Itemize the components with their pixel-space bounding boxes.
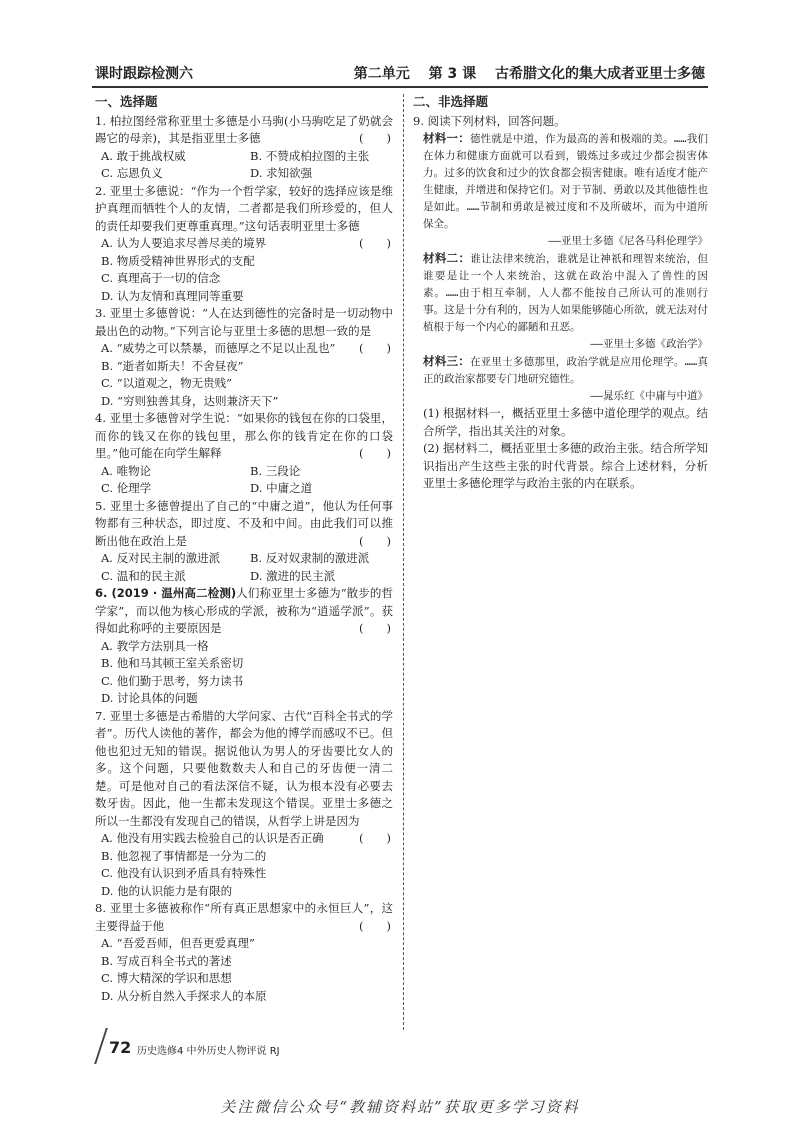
- question-text: 8. 亚里士多德被称作“所有真正思想家中的永恒巨人”，这主要得益于他: [95, 901, 393, 933]
- material-text: 德性就是中道，作为最高的善和极端的美。……我们在体力和健康方面就可以看到，锻炼过多或过少都会损害体力。过多的饮食和过少的饮食都会损害健康。唯有适度才能产生健康，并增进和保持它们。对于节制、勇敢以及其他德性也是如此。……节制和勇敢是被过度和不及所破坏，而为中道所保全。: [423, 133, 708, 230]
- option-c: C. 真理高于一切的信念: [101, 271, 221, 285]
- question-source-tag: 6. (2019 · 温州高二检测): [95, 586, 237, 600]
- answer-bracket: ( ): [359, 236, 391, 250]
- option-a: A. 反对民主制的激进派: [101, 551, 221, 565]
- answer-bracket: ( ): [359, 341, 391, 355]
- worksheet-title: 课时跟踪检测六: [95, 66, 193, 82]
- question-7: [95, 708, 393, 901]
- question-1: [95, 113, 393, 183]
- answer-bracket: ( ): [359, 831, 391, 845]
- material-label: 材料一：: [423, 131, 470, 145]
- question-text: 5. 亚里士多德曾提出了自己的“中庸之道”，他认为任何事物都有三种状态，即过度、不及和中间。由此我们可以推断出他在政治上是: [95, 498, 393, 548]
- material-text: 谁让法律来统治，谁就是让神祇和理智来统治，但谁要是让一个人来统治，这就在政治中混入了兽性的因素。……由于相互牵制，人人都不能按自己所认可的准则行事。这是十分有利的，因为人如果能够随心所欲，就无法对付植根于每一个内心的鄙陋和丑恶。: [423, 253, 709, 333]
- option-c: C. 忘恩负义: [101, 166, 163, 180]
- option-c: C. 他们勤于思考，努力读书: [101, 673, 244, 688]
- question-stem: [95, 113, 393, 148]
- question-2: [95, 183, 393, 306]
- material-1: [423, 130, 708, 233]
- footer-slash-mark: [94, 1028, 108, 1064]
- option-b: B. 不赞成柏拉图的主张: [250, 148, 370, 163]
- question-5: [95, 498, 393, 586]
- material-label: 材料三：: [423, 354, 470, 368]
- answer-bracket: ( ): [359, 446, 391, 460]
- question-text: 2. 亚里士多德说：“作为一个哲学家，较好的选择应该是维护真理而牺牲个人的友情，二者都是我们所珍爱的，但人的责任却要我们更尊重真理。”这句话表明亚里士多德: [95, 183, 393, 233]
- option-a: A. 认为人要追求尽善尽美的境界: [101, 236, 267, 250]
- option-b: B. 物质受精神世界形式的支配: [101, 253, 255, 268]
- option-d: D. 从分析自然入手探求人的本原: [101, 988, 267, 1003]
- option-d: D. 激进的民主派: [250, 568, 336, 583]
- option-b: B. 写成百科全书式的著述: [101, 953, 232, 968]
- option-d: D. 中庸之道: [250, 481, 313, 495]
- option-c: C. 温和的民主派: [101, 568, 186, 583]
- options: [95, 235, 359, 305]
- options: [95, 638, 393, 708]
- question-stem: [95, 410, 393, 463]
- lesson-title: 古希腊文化的集大成者亚里士多德: [495, 66, 705, 82]
- option-b: B. 他忽视了事情都是一分为二的: [101, 848, 267, 863]
- question-stem: [95, 585, 393, 638]
- option-a: A. 教学方法别具一格: [101, 638, 209, 653]
- question-stem: [95, 498, 393, 551]
- question-6: [95, 585, 393, 708]
- option-d: D. “穷则独善其身，达则兼济天下”: [101, 393, 279, 408]
- unit-label: 第二单元: [353, 66, 410, 82]
- material-text: 在亚里士多德那里，政治学就是应用伦理学。……真正的政治家都要专门地研究德性。: [423, 356, 708, 385]
- options: [95, 463, 393, 498]
- section-title: 一、选择题: [95, 94, 158, 109]
- lesson-heading: [340, 63, 705, 83]
- section-title: 二、非选择题: [413, 94, 489, 109]
- option-c: C. 他没有认识到矛盾具有特殊性: [101, 866, 267, 880]
- option-c: C. “以道观之，物无贵贱”: [101, 376, 232, 390]
- question-stem: [95, 900, 393, 935]
- question-4: [95, 410, 393, 498]
- option-a: A. 他没有用实践去检验自己的认识是否正确: [101, 831, 324, 845]
- subquestion-2: (2) 据材料二，概括亚里士多德的政治主张。结合所学知识指出产生这些主张的时代背景。综合上述材料，分析亚里士多德伦理学与政治主张的内在联系。: [423, 441, 708, 490]
- answer-bracket: ( ): [359, 621, 391, 635]
- material-source: ——亚里士多德《政治学》: [590, 338, 708, 350]
- material-source: ——亚里士多德《尼各马科伦理学》: [548, 235, 708, 247]
- answer-bracket: ( ): [359, 131, 391, 145]
- question-text: 1. 柏拉图经常称亚里士多德是小马驹(小马驹吃足了奶就会踢它的母亲)，其是指亚里士多德: [95, 113, 393, 145]
- option-b: B. 三段论: [250, 463, 301, 478]
- question-text: 人们称亚里士多德为“散步的哲学家”，而以他为核心形成的学派，被称为“逍遥学派”。获得如此称呼的主要原因是: [95, 586, 393, 635]
- material-3: [423, 353, 708, 388]
- options: [95, 830, 359, 900]
- question-3: [95, 305, 393, 410]
- option-b: B. 他和马其顿王室关系密切: [101, 656, 244, 670]
- option-a: A. “威势之可以禁暴，而德厚之不足以止乱也”: [101, 341, 336, 355]
- option-a: A. 唯物论: [101, 463, 152, 478]
- question-9-intro: 9. 阅读下列材料，回答问题。: [413, 113, 566, 128]
- book-title: 历史选修4 中外历史人物评说 RJ: [137, 1046, 280, 1057]
- options: [95, 340, 359, 410]
- material-source: ——晁乐红《中庸与中道》: [590, 390, 708, 402]
- options: [95, 935, 393, 1005]
- option-d: D. 讨论具体的问题: [101, 691, 198, 705]
- options: [95, 550, 393, 585]
- option-b: B. 反对奴隶制的激进派: [250, 551, 370, 565]
- header-divider: [92, 86, 708, 88]
- question-text: 4. 亚里士多德曾对学生说：“如果你的钱包在你的口袋里，而你的钱又在你的钱包里，那么你的钱肯定在你的口袋里。”他可能在向学生解释: [95, 411, 393, 460]
- page-number: 72: [109, 1038, 132, 1057]
- option-a: A. “吾爱吾师，但吾更爱真理”: [101, 936, 255, 950]
- question-text: 3. 亚里士多德曾说：“人在达到德性的完备时是一切动物中最出色的动物。”下列言论与亚里士多德的思想一致的是: [95, 306, 393, 338]
- subquestion-1: (1) 根据材料一，概括亚里士多德中道伦理学的观点。结合所学，指出其关注的对象。: [423, 406, 708, 438]
- option-c: C. 博大精深的学识和思想: [101, 971, 232, 985]
- options: [95, 148, 393, 183]
- option-d: D. 认为友情和真理同等重要: [101, 288, 244, 303]
- question-8: [95, 900, 393, 1005]
- watermark-note: 关注微信公众号“教辅资料站”获取更多学习资料: [220, 1098, 580, 1116]
- column-divider: [403, 94, 404, 1030]
- answer-bracket: ( ): [359, 533, 391, 548]
- question-text: 7. 亚里士多德是古希腊的大学问家、古代“百科全书式的学者”。历代人读他的著作，都会为他的博学而感叹不已。但他也犯过无知的错误。据说他认为男人的牙齿要比女人的多。这个问题，只要他数数夫人和自己的牙齿便一清二楚。可是他对自己的看法深信不疑，认为根本没有必要去数牙齿。因此，他一生都未发现这个错误。亚里士多德之所以一生都没有发现自己的错误，从哲学上讲是因为: [95, 708, 393, 828]
- material-label: 材料二：: [423, 251, 471, 265]
- non-choice-section: [413, 93, 708, 493]
- material-2: [423, 250, 708, 336]
- option-d: D. 求知欲强: [250, 166, 313, 180]
- option-b: B. “逝者如斯夫！不舍昼夜”: [101, 358, 244, 373]
- option-c: C. 伦理学: [101, 481, 152, 495]
- multiple-choice-section: [95, 93, 393, 1005]
- answer-bracket: ( ): [359, 918, 391, 933]
- lesson-label: 第 3 课: [428, 66, 477, 82]
- option-d: D. 他的认识能力是有限的: [101, 883, 233, 898]
- option-a: A. 敢于挑战权威: [101, 148, 186, 163]
